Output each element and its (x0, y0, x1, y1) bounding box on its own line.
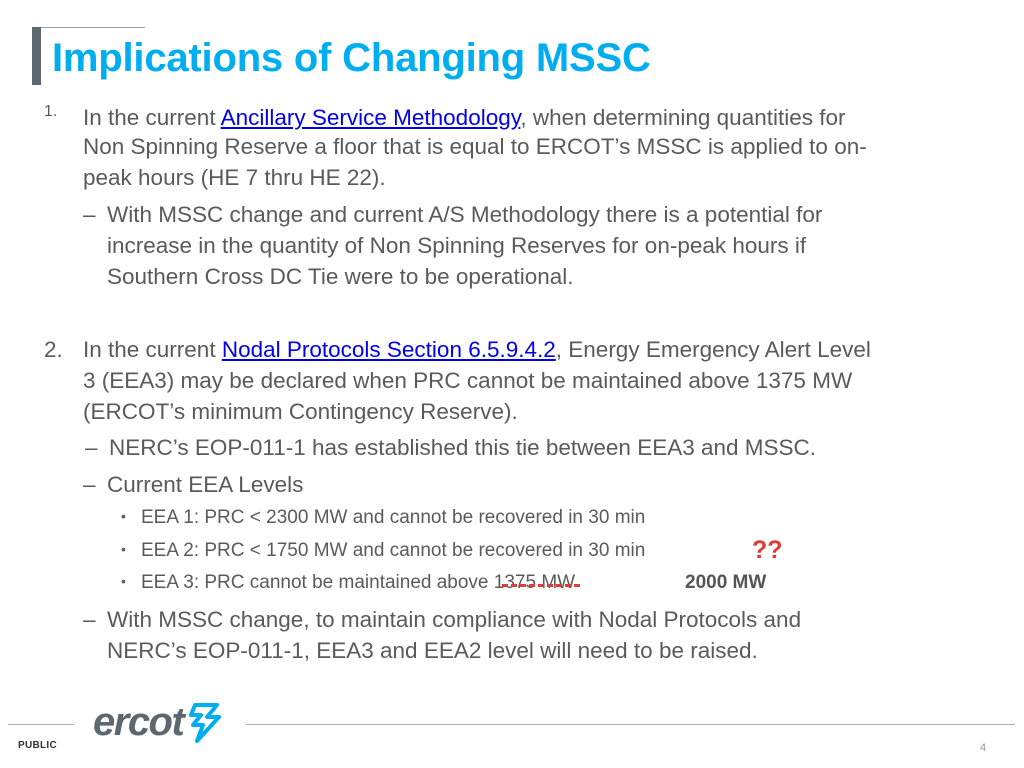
item-2-line-2: 3 (EEA3) may be declared when PRC cannot be maintained above 1375 MW (83, 368, 853, 393)
bullet-dot-2: • (121, 541, 126, 557)
item-1-sub-line-3: Southern Cross DC Tie were to be operational. (107, 264, 574, 289)
item-2-sub-3-dash: – (83, 607, 96, 632)
ercot-logo-text: ercot (93, 700, 184, 744)
item-1-number: 1. (44, 103, 58, 120)
classification-label: PUBLIC (18, 740, 58, 751)
item-2-number: 2. (44, 337, 63, 362)
bullet-dot-3: • (121, 573, 126, 589)
item-1-line-1 (83, 103, 846, 134)
item-2-line-3: (ERCOT’s minimum Contingency Reserve). (83, 399, 518, 424)
item-1-line-1-suffix: , when determining quantities for (520, 105, 846, 130)
footer-divider-left (8, 724, 74, 725)
item-2-sub-2-text: Current EEA Levels (107, 472, 304, 497)
item-2-sub-3-line-1: With MSSC change, to maintain compliance with Nodal Protocols and (107, 607, 802, 632)
eea-1-bullet: EEA 1: PRC < 2300 MW and cannot be recovered in 30 min (141, 507, 646, 528)
item-1-sub-line-2: increase in the quantity of Non Spinning Reserves for on-peak hours if (107, 233, 807, 258)
item-2-sub-2-dash: – (83, 472, 96, 497)
item-1-line-2: Non Spinning Reserve a floor that is equal to ERCOT’s MSSC is applied to on- (83, 134, 867, 159)
eea-2-bullet: EEA 2: PRC < 1750 MW and cannot be recovered in 30 min (141, 540, 646, 561)
question-mark-annotation: ?? (752, 536, 783, 564)
lightning-bolt-icon (185, 701, 225, 745)
eea-3-bullet (141, 572, 575, 594)
title-accent-bar (32, 27, 41, 85)
eea-3-new-value: 2000 MW (685, 572, 767, 593)
item-2-sub-1-dash: – (85, 435, 98, 460)
eea-3-prefix: EEA 3: PRC cannot be maintained above (141, 572, 494, 593)
page-number: 4 (980, 742, 987, 754)
item-2-line-1-prefix: In the current (83, 337, 222, 362)
nodal-protocols-link[interactable]: Nodal Protocols Section 6.5.9.4.2 (221, 337, 556, 362)
item-2-sub-3-line-2: NERC’s EOP-011-1, EEA3 and EEA2 level will need to be raised. (107, 638, 758, 663)
item-1-line-1-prefix: In the current (83, 105, 221, 130)
item-1-sub-dash: – (83, 202, 96, 227)
item-2-line-1 (83, 337, 871, 363)
header-top-line (32, 27, 145, 28)
ercot-logo (93, 700, 225, 745)
eea-3-struck-value (494, 572, 575, 594)
bullet-dot-1: • (121, 508, 126, 524)
item-2-line-1-suffix: , Energy Emergency Alert Level (555, 337, 871, 362)
item-1-sub-line-1: With MSSC change and current A/S Methodology there is a potential for (107, 202, 823, 227)
item-2-sub-1-text: NERC’s EOP-011-1 has established this tie between EEA3 and MSSC. (109, 435, 817, 460)
strikethrough-mark (502, 584, 580, 587)
eea-3-old-value: 1375 MW (493, 572, 576, 593)
footer-divider-right (246, 724, 1015, 725)
slide-title: Implications of Changing MSSC (52, 36, 651, 80)
ancillary-methodology-link[interactable]: Ancillary Service Methodology (220, 105, 521, 130)
item-1-line-3: peak hours (HE 7 thru HE 22). (83, 165, 386, 190)
